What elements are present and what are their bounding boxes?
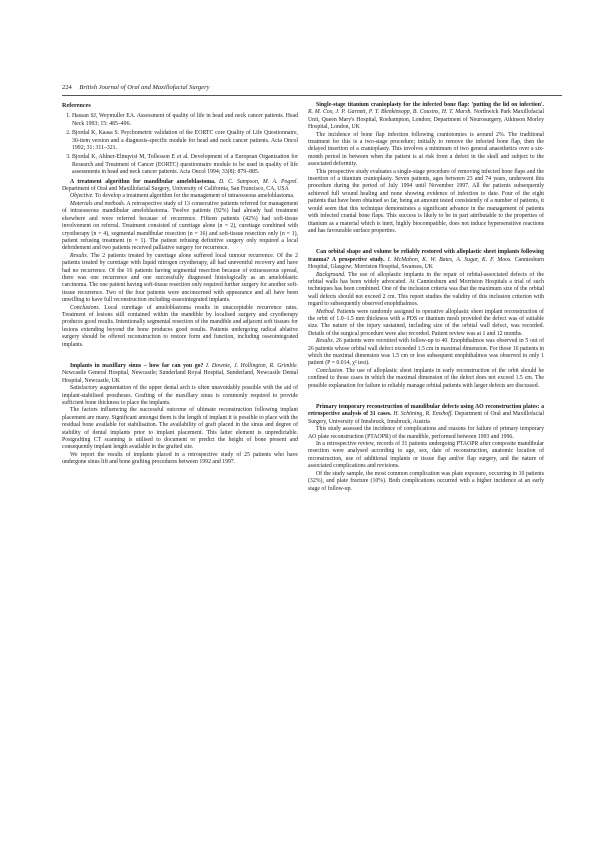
abstract-paragraph <box>62 193 298 200</box>
abstract-paragraph <box>62 407 298 451</box>
abstract-paragraph <box>62 253 298 305</box>
abstract-header <box>308 404 544 426</box>
abstract <box>308 249 544 390</box>
abstract-paragraph <box>308 132 544 169</box>
abstract-title: A treatment algorithm for mandibular ameloblastoma. <box>70 178 216 185</box>
journal-title: British Journal of Oral and Maxillofacial Surgery <box>79 84 210 91</box>
abstract-header <box>62 363 298 385</box>
references-section <box>62 102 298 177</box>
abstract-authors: H. Schöning, R. Emshoff. <box>393 411 453 418</box>
abstract-paragraph <box>308 471 544 493</box>
paragraph-text: This prospective study evaluates a single-stage procedure of removing infected bone flaps and the insertion of a titanium cranioplasty. Seven patients, ages between 23 and 74 years, underwent this procedure during the period of July 1994 until November 1997. All the patients subsequently achieved full wound healing and none showing evidence of infection to date. Four of the eight patients that have been obtained so far, being an amount tested consistently of a number of patients, it would seem that this technique demonstrates a significant advance in the management of patients with infected cranial bone flaps. This success is likely to be in part attributable to the properties of titanium as a material which is inert, highly biocompatible, does not induce hypersensitive reactions and has favourable surface properties. <box>308 168 544 234</box>
paragraph-text: The factors influencing the successful outcome of ultimate reconstruction following implant placement are many. Significant amongst them is the length of implant it is possible to place with the residual bone available for stabilisation. The availability of graft placed in the sinus and degree of stability of dental implants prior to implant placement. This latter element is unpredictable. Postgrafting CT scanning is utilised to document or predict the height of bone present and consequently implant length available in the grafted site. <box>62 407 298 451</box>
abstract-title: Implants in maxillary sinus – how far can you go? <box>70 363 204 369</box>
abstract-title: Single-stage titanium cranioplasty for the infected bone flap: 'putting the lid on infection'. <box>316 102 544 108</box>
abstract-authors: I. Downie, J. Hollington, R. Grimble. <box>205 363 298 369</box>
paragraph-text: The 2 patients treated by curettage alone suffered local tumour recurrence. Of the 2 patients treated by curettage with liquid nitrogen cryotherapy, all had uneventful recovery and have had no recurrence. Of the 16 patients having segmental resection because of extraosseous spread, there was one recurrence and one successfully diagnosed histologically as an ameloblastic carcinoma. The one patient having soft-tissue resection only required further surgery for another soft-tissue recurrence. Two of the four patients were unconcerned with appearance and all have been unwilling to have full reconstruction including osseointegrated implants. <box>62 252 298 304</box>
paragraph-label: Conclusion. <box>316 367 344 374</box>
paragraph-text: Of the study sample, the most common complication was plate exposure, occurring in 10 patients (32%), and plate fracture (10%). Both complications occurred with a higher incidence at an early stage of follow-up. <box>308 470 544 492</box>
abstract-list-right <box>308 102 544 493</box>
paragraph-label: Background. <box>316 271 346 278</box>
reference-item: 1. Hassan SJ, Weymuller EA. Assessment of quality of life in head and neck cancer patients. Head Neck 1993; 15: 485–496. <box>72 113 298 128</box>
abstract-paragraph <box>62 385 298 407</box>
paragraph-text: The incidence of bone flap infection following craniotomies is around 2%. The traditional treatment for this is a two-stage procedure; initially to remove the infected bone flap, then the delayed insertion of a cranioplasty. This involves a minimum of two general anaesthetics over a six-month period in between when the patient is at risk from a defect in the skull and subject to the associated deformity. <box>308 131 544 168</box>
paragraph-text: The use of alloplastic sheet implants in early reconstruction of the orbit should be confined to those cases in which the maximal dimension of the defect does not exceed 1.5 cm. The possible explanation for failure to reliably manage orbital patients with larger defects are discussed. <box>308 367 544 389</box>
paragraph-text: The use of alloplastic implants in the repair of orbital-associated defects of the orbital walls has been widely advocated. At Canniesburn and Morriston Hospitals a trial of such techniques has been combined. One of the inclusion criteria was that the maximum size of the orbital wall defects should not exceed 2 cm. This report studies the validity of this inclusion criterion with regard to subsequently observed enophthalmos. <box>308 271 544 308</box>
paragraph-label: Materials and methods. <box>70 200 126 207</box>
abstract-authors: D. C. Sampson, M. A. Pogrel. <box>219 178 298 185</box>
paragraph-text: Satisfactory augmentation of the upper dental arch is often unavoidably possible with the aid of implant-stabilised prostheses. Grafting of the maxillary sinus is commonly required to provide sufficient bone thickness to place the implants. <box>62 385 298 407</box>
abstract <box>308 102 544 235</box>
right-column <box>308 102 544 493</box>
paragraph-label: Method. <box>316 308 336 315</box>
paragraph-label: Results. <box>316 338 335 345</box>
abstract-paragraph <box>308 441 544 471</box>
abstract-affiliation: Newcastle General Hospital, Newcastle; Sunderland Royal Hospital, Sunderland, Newcastle Dental Hospital, Newcastle, UK <box>62 370 298 384</box>
paragraph-text: 26 patients were recruited with follow-up to 40. Enophthalmos was observed in 5 out of 26 patients whose orbital wall defect exceeded 1.5 cm in maximal dimension. For those 16 patients in which the maximal dimension was 1.5 cm or less subsequent enophthalmos was observed in only 1 patient (P = 0.014, χ² test). <box>308 338 545 367</box>
left-column <box>62 102 298 467</box>
abstract-header <box>62 179 298 194</box>
abstract-paragraph <box>308 309 544 339</box>
paragraph-text: To develop a treatment algorithm for the management of intraosseous ameloblastoma. <box>95 193 295 200</box>
abstract-title: Can orbital shape and volume be reliably restored with alloplastic sheet implants following trauma? A prospective study. <box>308 249 544 263</box>
paragraph-label: Objective. <box>70 193 94 200</box>
abstract-paragraph <box>308 368 544 390</box>
abstract-paragraph <box>308 272 544 309</box>
paragraph-text: We report the results of implants placed in a retrospective study of 25 patients who have undergone sinus lift and bone grafting procedures between 1992 and 1997. <box>62 451 298 466</box>
abstract-affiliation: Department of Oral and Maxillofacial Surgery, University of California, San Francisco, CA, USA <box>62 186 289 193</box>
abstract-paragraph <box>62 305 298 349</box>
abstract-title: Primary temporary reconstruction of mandibular defects using AO reconstruction plates: a retrospective analysis of 31 cases. <box>308 404 544 418</box>
abstract-paragraph <box>62 201 298 253</box>
abstract-authors: R. M. Cox, J. P. Garnett, P. T. Blenkinsopp, B. Cousins, H. T. Marsh. <box>308 109 472 116</box>
abstract <box>62 179 298 349</box>
running-head <box>62 84 562 92</box>
abstract-paragraph <box>308 426 544 441</box>
abstract <box>308 404 544 493</box>
paragraph-text: A retrospective study of 13 consecutive patients referred for management of intraosseous mandibular ameloblastoma. Twelve patients (92%) had already had treatment elsewhere and were referred because of recurrence. Fifteen patients (42%) had soft-tissue involvement on referral. Treatment consisted of curettage alone (n = 2), curettage combined with cryotherapy (n = 4), segmental mandibular resection (n = 16) and soft-tissue resection only (n = 1), patient refusing treatment (n = 1). The patient refusing definitive surgery only required a local debridement and two patients received palliative surgery for recurrence. <box>62 200 298 252</box>
abstract-header <box>308 249 544 271</box>
abstract-paragraph <box>308 338 544 368</box>
abstract-affiliation: Canniesburn Hospital, Glasgow; Morriston Hospital, Swansea, UK <box>308 256 544 271</box>
paragraph-label: Conclusions. <box>70 304 101 311</box>
abstract-affiliation: Northwick Park Maxillofacial Unit, Queen Mary's Hospital, Roehampton, London; Department of Neurosurgery, Atkinson Morley Hospital, London, UK <box>308 109 545 131</box>
references-list <box>62 113 298 176</box>
header-rule <box>62 95 562 96</box>
abstract-affiliation: Department of Oral and Maxillofacial Surgery, University of Innsbruck, Innsbruck, Austria <box>308 411 544 425</box>
paragraph-text: This study assessed the incidence of complications and reasons for failure of primary temporary AO plate reconstruction (PTAOPR) of the mandible, performed between 1993 and 1996. <box>308 426 544 440</box>
paragraph-text: Patients were randomly assigned to operative alloplastic sheet implant reconstruction of the orbit of 1.0–1.5 mm thickness with a PDS or titanium mesh provided the defect was of suitable size. The nature of the injury sustained, including size of the orbital wall defect, was recorded. Details of the surgical procedure were also recorded. Patient review was at 1 and 12 months. <box>308 308 544 337</box>
abstract-paragraph <box>308 169 544 236</box>
abstract-paragraph <box>62 452 298 467</box>
paragraph-label: Results. <box>70 252 89 259</box>
abstract-list-left <box>62 179 298 467</box>
paragraph-text: Local curettage of ameloblastoma results in unacceptable recurrence rates. Treatment of lesions still contained within the mandible by localised surgery and cryotherapy produces good results. Intentionally segmental resection of the mandible and adjacent soft tissues for lesions extending beyond the bone produces good results. Patients undergoing radical ablative surgery should be offered reconstruction to restore form and function, including osseointegrated implants. <box>62 304 298 348</box>
page-number: 224 <box>62 84 72 91</box>
paragraph-text: In a retrospective review, records of 31 patients undergoing PTAOPR after composite mandibular resection were analysed according to age, sex, date of reconstruction, anatomic location of reconstruction, use of additional implants or tissue flap and/or flap surgery, and the nature of associated complications and revisions. <box>308 441 544 470</box>
abstract-authors: I. McMahon, K. W. Bates, A. Sugar, K. F. Moos. <box>387 256 512 263</box>
references-heading: References <box>62 102 91 109</box>
reference-item: 3. Bjordal K, Ahlner-Elmqvist M, Tollesson E et al. Development of a European Organization for Research and Treatment of Cancer (EORTC) questionnaire module to be used in quality of life assessments in head and neck cancer patients. Acta Oncol 1994; 33(8): 879–885. <box>72 154 298 176</box>
abstract <box>62 363 298 467</box>
reference-item: 2. Bjordal K, Kaasa S. Psychometric validation of the EORTC core Quality of Life Questionnaire, 30-item version and a diagnosis-specific module for head and neck cancer patients. Acta Oncol 1992; 31: 311–321. <box>72 130 298 152</box>
abstract-header <box>308 102 544 132</box>
